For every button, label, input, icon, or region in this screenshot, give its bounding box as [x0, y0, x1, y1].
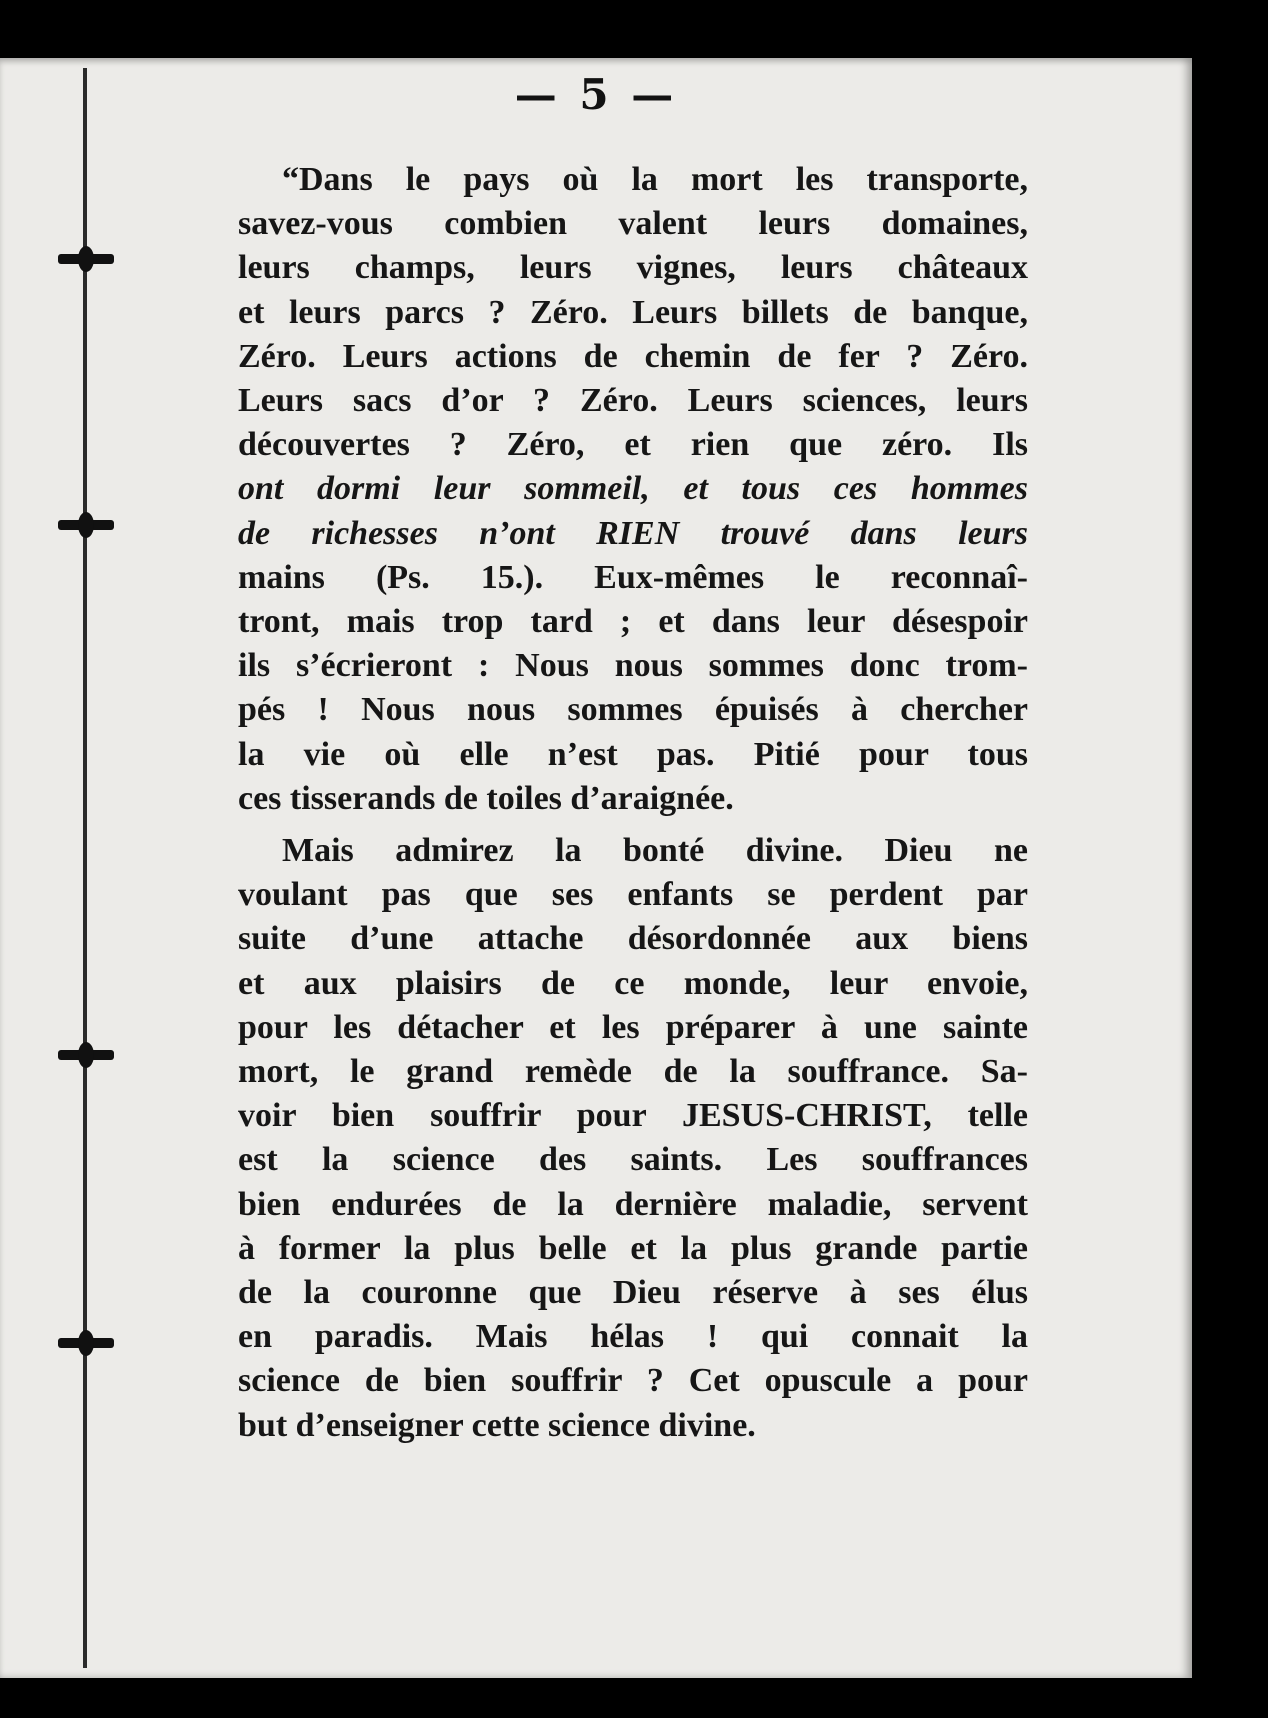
text-line: et aux plaisirs de ce monde, leur envoie,: [238, 964, 1028, 1002]
binding-stitch: [58, 520, 114, 530]
binding-stitch: [58, 254, 114, 264]
text-line: ils s’écrieront : Nous nous sommes donc trom-: [238, 647, 1028, 685]
body-text: [238, 158, 1028, 1456]
text-line: suite d’une attache désordonnée aux biens: [238, 920, 1028, 958]
book-page: [0, 58, 1192, 1678]
binding-line: [83, 68, 87, 1668]
text-line: la vie où elle n’est pas. Pitié pour tous: [238, 735, 1028, 773]
binding-stitch: [58, 1338, 114, 1348]
text-line: but d’enseigner cette science divine.: [238, 1406, 756, 1444]
scan-speck: [640, 0, 650, 8]
binding-stitch: [58, 1050, 114, 1060]
text-line: tront, mais trop tard ; et dans leur désespoir: [238, 603, 1028, 641]
text-line: pés ! Nous nous sommes épuisés à chercher: [238, 691, 1028, 729]
text-line: “Dans le pays où la mort les transporte,: [282, 161, 1028, 198]
text-line: ces tisserands de toiles d’araignée.: [238, 779, 734, 817]
text-line: mains (Ps. 15.). Eux-mêmes le reconnaî-: [238, 558, 1028, 596]
text-line: en paradis. Mais hélas ! qui connait la: [238, 1318, 1028, 1356]
text-line: Mais admirez la bonté divine. Dieu ne: [282, 832, 1028, 870]
text-line: voulant pas que ses enfants se perdent par: [238, 876, 1028, 914]
text-line: voir bien souffrir pour JESUS-CHRIST, telle: [238, 1097, 1028, 1135]
text-line: Zéro. Leurs actions de chemin de fer ? Zéro.: [238, 337, 1028, 375]
text-line: à former la plus belle et la plus grande partie: [238, 1229, 1028, 1267]
paragraph-2: [238, 829, 1028, 1448]
scan-speck: [1062, 34, 1068, 40]
text-line-italic: de richesses n’ont RIEN trouvé dans leurs: [238, 514, 1028, 552]
text-line: bien endurées de la dernière maladie, servent: [238, 1185, 1028, 1223]
text-line-italic: ont dormi leur sommeil, et tous ces hommes: [238, 470, 1028, 508]
text-line: est la science des saints. Les souffrances: [238, 1141, 1028, 1179]
text-line: Leurs sacs d’or ? Zéro. Leurs sciences, leurs: [238, 382, 1028, 420]
text-line: pour les détacher et les préparer à une sainte: [238, 1008, 1028, 1046]
text-line: science de bien souffrir ? Cet opuscule a pour: [238, 1362, 1028, 1400]
text-line: de la couronne que Dieu réserve à ses élus: [238, 1274, 1028, 1312]
text-line: découvertes ? Zéro, et rien que zéro. Ils: [238, 426, 1028, 464]
text-line: leurs champs, leurs vignes, leurs châteaux: [238, 249, 1028, 287]
text-line: mort, le grand remède de la souffrance. Sa-: [238, 1053, 1028, 1091]
scan-speck: [380, 42, 388, 56]
paragraph-1: [238, 158, 1028, 821]
text-line: savez-vous combien valent leurs domaines,: [238, 205, 1028, 243]
page-number: — 5 —: [514, 70, 678, 119]
text-line: et leurs parcs ? Zéro. Leurs billets de banque,: [238, 293, 1028, 331]
